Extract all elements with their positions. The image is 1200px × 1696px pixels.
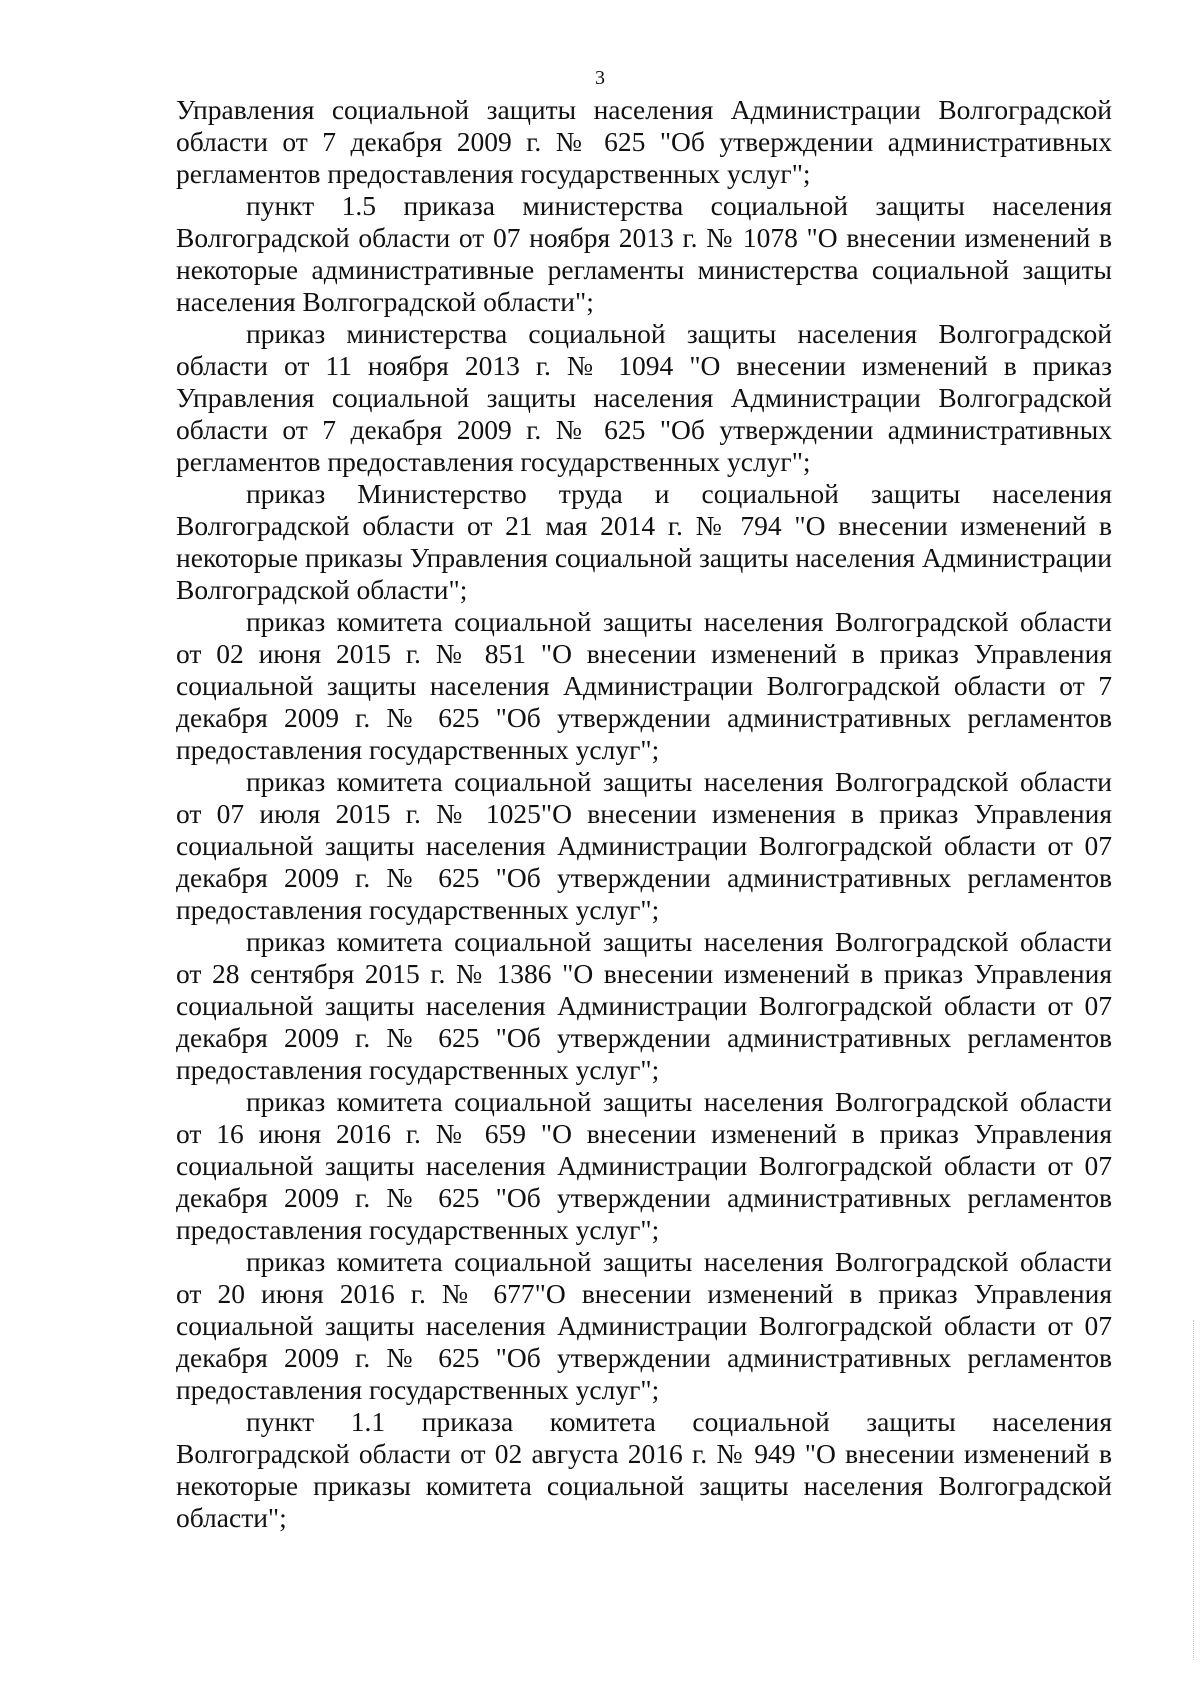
paragraph: приказ комитета социальной защиты населения Волгоградской области от 28 сентября 2015 г. № 1386 "О внесении изменений в приказ Управления социальной защиты населения Администрации Волгоградской области от 07 декабря 2009 г. № 625 "Об утверждении административных регламентов предоставления государственных услуг"; xyxy=(176,926,1112,1085)
paragraph: Управления социальной защиты населения Администрации Волгоградской области от 7 декабря 2009 г. № 625 "Об утверждении административных регламентов предоставления государственных услуг"; xyxy=(176,94,1112,189)
paragraph: приказ комитета социальной защиты населения Волгоградской области от 02 июня 2015 г. № 851 "О внесении изменений в приказ Управления социальной защиты населения Администрации Волгоградской области от 7 декабря 2009 г. № 625 "Об утверждении административных регламентов предоставления государственных услуг"; xyxy=(176,606,1112,765)
scan-edge-mark xyxy=(1192,1320,1194,1660)
paragraph: приказ комитета социальной защиты населения Волгоградской области от 07 июля 2015 г. № 1025"О внесении изменения в приказ Управления социальной защиты населения Администрации Волгоградской области от 07 декабря 2009 г. № 625 "Об утверждении административных регламентов предоставления государственных услуг"; xyxy=(176,766,1112,925)
document-body xyxy=(176,94,1112,1534)
page-number: 3 xyxy=(595,67,605,89)
paragraph: приказ комитета социальной защиты населения Волгоградской области от 16 июня 2016 г. № 659 "О внесении изменений в приказ Управления социальной защиты населения Администрации Волгоградской области от 07 декабря 2009 г. № 625 "Об утверждении административных регламентов предоставления государственных услуг"; xyxy=(176,1086,1112,1245)
paragraph: приказ министерства социальной защиты населения Волгоградской области от 11 ноября 2013 г. № 1094 "О внесении изменений в приказ Управления социальной защиты населения Администрации Волгоградской области от 7 декабря 2009 г. № 625 "Об утверждении административных регламентов предоставления государственных услуг"; xyxy=(176,318,1112,477)
paragraph: приказ комитета социальной защиты населения Волгоградской области от 20 июня 2016 г. № 677"О внесении изменений в приказ Управления социальной защиты населения Администрации Волгоградской области от 07 декабря 2009 г. № 625 "Об утверждении административных регламентов предоставления государственных услуг"; xyxy=(176,1246,1112,1405)
paragraph: приказ Министерство труда и социальной защиты населения Волгоградской области от 21 мая 2014 г. № 794 "О внесении изменений в некоторые приказы Управления социальной защиты населения Администрации Волгоградской области"; xyxy=(176,478,1112,605)
paragraph: пункт 1.5 приказа министерства социальной защиты населения Волгоградской области от 07 ноября 2013 г. № 1078 "О внесении изменений в некоторые административные регламенты министерства социальной защиты населения Волгоградской области"; xyxy=(176,190,1112,317)
paragraph: пункт 1.1 приказа комитета социальной защиты населения Волгоградской области от 02 августа 2016 г. № 949 "О внесении изменений в некоторые приказы комитета социальной защиты населения Волгоградской области"; xyxy=(176,1406,1112,1533)
